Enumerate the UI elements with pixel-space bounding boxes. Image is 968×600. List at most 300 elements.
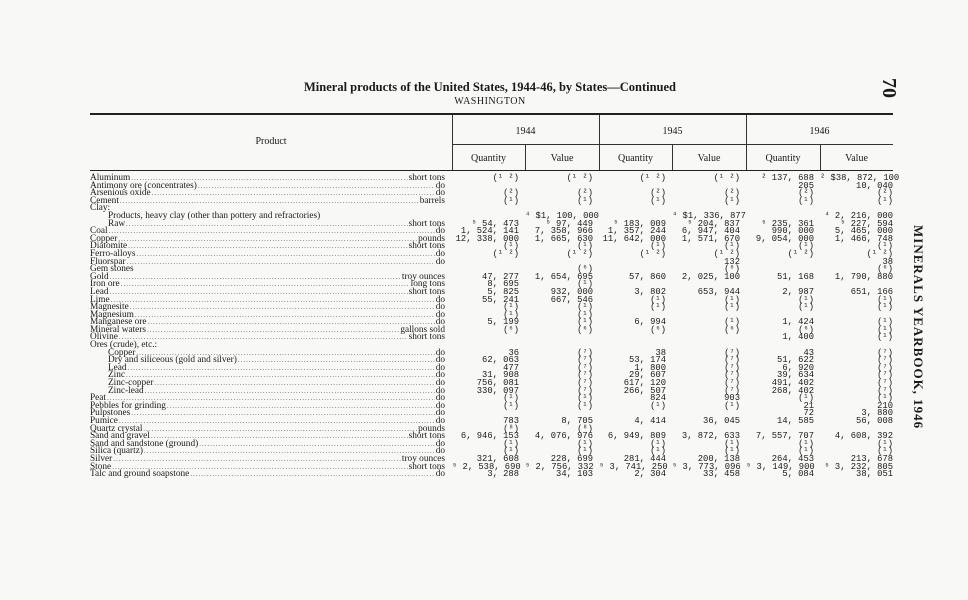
table-cell: 57, 860	[629, 271, 666, 282]
table-cell	[599, 205, 666, 213]
table-cell: 10, 040	[856, 180, 893, 191]
table-cell: (¹)	[577, 438, 593, 449]
table-cell: (¹)	[724, 195, 740, 206]
table-cell: (⁶)	[798, 324, 814, 335]
table-cell: (⁷)	[877, 362, 893, 373]
table-cell: 62, 063	[482, 355, 519, 366]
unit-label: do	[435, 188, 445, 199]
state-subtitle: WASHINGTON	[454, 96, 526, 107]
table-cell: 3, 802	[634, 286, 666, 297]
leader-dots	[131, 410, 434, 418]
table-cell: (¹)	[877, 195, 893, 206]
table-cell: (¹)	[798, 241, 814, 252]
table-cell: 55, 241	[482, 294, 519, 305]
table-cell	[599, 259, 666, 267]
table-cell: (⁷)	[577, 347, 593, 358]
table-cell: (¹)	[877, 294, 893, 305]
unit-label: do	[435, 416, 445, 426]
product-name: Manganese ore	[90, 317, 147, 328]
product-name: Arsenious oxide	[90, 188, 151, 199]
table-row	[90, 248, 445, 259]
table-cell: ⁴ $1, 100, 000	[525, 210, 599, 221]
table-cell: (¹)	[577, 195, 593, 206]
product-name: Coal	[90, 226, 108, 237]
table-cell: 4, 076, 976	[534, 431, 593, 442]
unit-label: do	[435, 393, 445, 404]
table-cell: (¹)	[650, 446, 666, 457]
leader-dots	[128, 365, 435, 373]
table-cell: (¹)	[650, 438, 666, 449]
product-name: Lime	[90, 294, 110, 305]
table-cell: 1, 654, 695	[534, 271, 593, 282]
table-cell: 6, 947, 404	[681, 226, 740, 237]
table-cell: 3, 872, 633	[681, 431, 740, 442]
header-bottom-rule	[90, 170, 893, 171]
table-cell: (¹ ²)	[566, 173, 593, 183]
table-cell: 1, 665, 630	[534, 233, 593, 244]
product-name: Aluminum	[90, 173, 131, 183]
table-cell: 264, 453	[771, 453, 814, 464]
table-row	[90, 228, 445, 236]
table-cell: 205	[798, 180, 814, 191]
table-cell: 8, 705	[561, 416, 593, 426]
product-name: Pulpstones	[90, 408, 131, 419]
table-cell	[746, 259, 814, 267]
table-cell: 34, 103	[556, 469, 593, 480]
table-cell: (¹)	[798, 294, 814, 305]
table-cell: (¹ ²)	[639, 248, 666, 259]
value-1944-column	[525, 173, 599, 480]
unit-label: do	[435, 355, 445, 366]
table-cell: ⁵ 204, 837	[687, 218, 740, 229]
leader-dots	[198, 183, 435, 191]
table-cell: 281, 444	[623, 453, 666, 464]
table-cell: 33, 458	[703, 469, 740, 480]
product-name: Lead	[108, 362, 127, 373]
unit-label: gallons sold	[400, 324, 445, 335]
table-cell: (¹)	[877, 332, 893, 343]
table-row	[90, 410, 445, 418]
table-cell: 6, 946, 153	[460, 431, 519, 442]
table-cell: (⁷)	[577, 370, 593, 381]
quantity-header: Quantity	[765, 153, 801, 164]
product-name: Dry and siliceous (gold and silver)	[108, 355, 237, 366]
table-cell: (¹)	[503, 400, 519, 411]
table-cell: 29, 607	[629, 370, 666, 381]
table-row	[90, 256, 445, 267]
year-header-1944: 1944	[515, 126, 536, 137]
leader-dots	[111, 297, 435, 305]
table-cell: ⁵ 3, 149, 900	[746, 461, 815, 472]
table-cell: (¹)	[503, 438, 519, 449]
table-cell: 477	[503, 362, 519, 373]
leader-dots	[145, 388, 435, 396]
table-cell: ⁵ 183, 009	[613, 218, 666, 229]
unit-label: short tons	[408, 241, 445, 252]
unit-label: pounds	[418, 423, 445, 434]
unit-label: troy ounces	[401, 453, 445, 464]
table-cell: (⁶)	[503, 324, 519, 335]
table-cell: (⁷)	[877, 385, 893, 396]
unit-label: do	[435, 385, 445, 396]
product-name: Ferro-alloys	[90, 248, 136, 259]
table-row	[90, 438, 445, 449]
unit-label: short tons	[408, 286, 445, 297]
table-cell: (¹ ²)	[566, 248, 593, 259]
table-cell: (¹)	[577, 446, 593, 457]
table-cell: (⁷)	[577, 355, 593, 366]
table-cell: (¹)	[877, 241, 893, 252]
table-cell: (⁸)	[577, 423, 593, 434]
table-cell: 932, 000	[550, 286, 593, 297]
unit-label: do	[435, 317, 445, 328]
table-cell: ⁵ 3, 741, 250	[599, 461, 668, 472]
table-cell: (¹)	[503, 302, 519, 313]
table-cell: ⁴ 2, 216, 000	[824, 210, 893, 221]
table-row	[90, 362, 445, 373]
table-cell: 14, 585	[777, 416, 814, 426]
unit-label: short tons	[408, 218, 445, 229]
table-cell: 132	[724, 256, 740, 267]
table-cell: (¹)	[650, 195, 666, 206]
table-cell: 266, 507	[623, 385, 666, 396]
unit-label: short tons	[408, 332, 445, 343]
table-cell: 2, 987	[782, 286, 814, 297]
table-cell: (²)	[724, 188, 740, 199]
leader-dots	[110, 289, 408, 297]
table-cell: 31, 908	[482, 370, 519, 381]
unit-label: do	[435, 469, 445, 480]
table-cell: (¹)	[577, 393, 593, 404]
leader-dots	[190, 471, 434, 479]
table-cell: (¹ ²)	[713, 173, 740, 183]
leader-dots	[110, 274, 401, 282]
quantity-1946-column	[746, 175, 814, 479]
table-cell: 56, 008	[856, 416, 893, 426]
table-cell: 38, 051	[856, 469, 893, 480]
unit-label: do	[435, 446, 445, 457]
table-cell: (¹)	[577, 317, 593, 328]
leader-dots	[120, 198, 419, 206]
table-row	[90, 448, 445, 456]
table-cell: 47, 277	[482, 271, 519, 282]
table-cell: 213, 678	[850, 453, 893, 464]
table-row	[90, 418, 445, 426]
table-cell: 1, 357, 244	[607, 226, 666, 237]
table-cell: (¹)	[503, 195, 519, 206]
table-cell: 667, 546	[550, 294, 593, 305]
table-cell: (¹ ²)	[492, 173, 519, 183]
table-cell	[452, 334, 519, 342]
table-row	[90, 195, 445, 206]
table-cell: ⁵ 2, 756, 332	[525, 461, 594, 472]
table-cell: 53, 174	[629, 355, 666, 366]
product-name: Gold	[90, 271, 109, 282]
table-cell: 1, 571, 670	[681, 233, 740, 244]
table-cell: ⁵ 3, 773, 096	[672, 461, 741, 472]
unit-label: do	[435, 180, 445, 191]
table-cell: 228, 699	[550, 453, 593, 464]
table-row	[90, 286, 445, 297]
table-cell: (¹)	[877, 446, 893, 457]
quantity-header: Quantity	[618, 153, 653, 164]
table-row	[90, 342, 445, 350]
table-cell: (²)	[503, 188, 519, 199]
year-header-1946: 1946	[809, 126, 830, 137]
product-name: Ores (crude), etc.:	[90, 340, 158, 351]
product-name: Peat	[90, 393, 107, 404]
table-cell: (¹ ²)	[639, 173, 666, 183]
product-name: Mineral waters	[90, 324, 147, 335]
leader-dots	[148, 319, 435, 327]
table-cell: ⁵ 97, 449	[545, 218, 593, 229]
table-cell: (²)	[650, 188, 666, 199]
table-cell	[672, 334, 740, 342]
unit-label: do	[435, 294, 445, 305]
table-cell: 6, 994	[634, 317, 666, 328]
product-name: Products, heavy clay (other than pottery and refractories)	[108, 210, 321, 221]
table-cell: 1, 524, 141	[460, 226, 519, 237]
page-number: 70	[878, 78, 900, 98]
table-cell: (¹ ²)	[713, 248, 740, 259]
table-cell: 7, 358, 966	[534, 226, 593, 237]
table-cell: (⁸)	[503, 423, 519, 434]
leader-dots	[119, 418, 435, 426]
table-cell: (¹)	[503, 393, 519, 404]
table-cell: (¹ ²)	[492, 248, 519, 259]
table-row	[90, 471, 445, 479]
product-name: Fluorspar	[90, 256, 126, 267]
table-cell: (¹)	[798, 438, 814, 449]
table-cell: (¹)	[577, 302, 593, 313]
table-cell: 11, 642, 000	[602, 233, 666, 244]
unit-label: short tons	[408, 173, 445, 183]
table-cell: (²)	[798, 188, 814, 199]
unit-label: do	[435, 226, 445, 237]
table-cell: (¹)	[798, 195, 814, 206]
table-cell: (⁷)	[724, 385, 740, 396]
table-cell: 51, 622	[777, 355, 814, 366]
table-cell: 21	[803, 400, 814, 411]
value-header: Value	[697, 153, 721, 164]
table-cell: (¹)	[798, 302, 814, 313]
table-cell: 5, 084	[782, 469, 814, 480]
unit-label: short tons	[408, 461, 445, 472]
table-cell: 43	[803, 347, 814, 358]
table-cell: 1, 790, 880	[834, 271, 893, 282]
table-row	[90, 210, 445, 221]
unit-label: barrels	[419, 195, 445, 206]
table-cell: ⁵ 2, 538, 690	[452, 461, 521, 472]
table-cell: (¹)	[577, 400, 593, 411]
table-cell: (⁶)	[577, 324, 593, 335]
table-cell: 1, 466, 748	[834, 233, 893, 244]
table-cell: (⁶)	[877, 264, 893, 275]
unit-label: long tons	[410, 279, 445, 290]
table-cell: (¹)	[877, 302, 893, 313]
table-cell: (¹)	[650, 241, 666, 252]
table-cell: 51, 168	[777, 271, 814, 282]
table-cell: 5, 825	[487, 286, 519, 297]
table-cell: 4, 608, 392	[834, 431, 893, 442]
table-cell	[452, 259, 519, 267]
table-cell: 1, 400	[782, 332, 814, 343]
table-cell: 6, 920	[782, 362, 814, 373]
table-row	[90, 304, 445, 312]
table-cell: 6, 949, 809	[607, 431, 666, 442]
table-cell: 990, 000	[771, 226, 814, 237]
table-cell: (⁶)	[724, 324, 740, 335]
table-cell: (¹)	[877, 317, 893, 328]
product-header: Product	[255, 136, 287, 147]
table-cell: (¹)	[798, 446, 814, 457]
table-cell: 8, 695	[487, 279, 519, 290]
unit-label: do	[435, 400, 445, 411]
leader-dots	[152, 190, 435, 198]
table-cell: ⁵ 54, 473	[471, 218, 519, 229]
unit-label: do	[435, 438, 445, 449]
table-cell: 5, 465, 000	[834, 226, 893, 237]
product-name: Sand and gravel	[90, 431, 150, 442]
leader-dots	[135, 312, 435, 320]
table-top-rule	[90, 113, 893, 115]
table-cell: 1, 800	[634, 362, 666, 373]
table-cell: (¹)	[877, 438, 893, 449]
table-cell: (⁷)	[724, 362, 740, 373]
table-cell: ⁵ 235, 361	[761, 218, 814, 229]
table-cell: (¹)	[503, 446, 519, 457]
product-column	[90, 175, 445, 479]
leader-dots	[154, 380, 434, 388]
table-row	[90, 243, 445, 251]
product-name: Silica (quartz)	[90, 446, 143, 457]
table-row	[90, 266, 445, 274]
table-cell: 36, 045	[703, 416, 740, 426]
table-cell: (¹)	[650, 302, 666, 313]
table-row	[90, 271, 445, 282]
table-cell: (¹ ²)	[787, 248, 814, 259]
table-cell: 9, 054, 000	[755, 233, 814, 244]
leader-dots	[143, 426, 417, 434]
product-name: Copper	[90, 233, 118, 244]
table-cell: (⁷)	[577, 378, 593, 389]
year-header-1945: 1945	[662, 126, 683, 137]
table-cell: 12, 338, 000	[455, 233, 519, 244]
table-cell: (¹)	[577, 309, 593, 320]
table-cell: ² 137, 688	[761, 173, 814, 183]
table-cell	[525, 334, 593, 342]
table-cell: (⁷)	[877, 378, 893, 389]
table-row	[90, 281, 445, 289]
table-cell: 824	[650, 393, 666, 404]
table-cell: 7, 557, 707	[755, 431, 814, 442]
table-cell: 903	[724, 393, 740, 404]
value-1946-column	[820, 173, 900, 480]
table-cell: 2, 025, 100	[681, 271, 740, 282]
table-cell: 210	[877, 400, 893, 411]
leader-dots	[118, 236, 417, 244]
table-cell: (¹)	[798, 393, 814, 404]
table-cell: (¹)	[724, 400, 740, 411]
value-1945-column	[672, 173, 746, 480]
product-name: Olivine	[90, 332, 118, 343]
table-cell: (⁷)	[877, 355, 893, 366]
table-cell: 321, 608	[476, 453, 519, 464]
table-cell: (²)	[577, 188, 593, 199]
table-cell: 783	[503, 416, 519, 426]
leader-dots	[130, 304, 435, 312]
table-row	[90, 453, 445, 464]
table-cell: ⁵ 227, 594	[840, 218, 893, 229]
table-cell: (⁷)	[724, 378, 740, 389]
table-cell: ⁴ $1, 336, 877	[672, 210, 746, 221]
table-cell: (⁷)	[577, 385, 593, 396]
leader-dots	[238, 357, 435, 365]
table-cell: 268, 402	[771, 385, 814, 396]
table-cell: 756, 081	[476, 378, 519, 389]
table-cell	[452, 205, 519, 213]
table-cell: (²)	[877, 188, 893, 199]
table-cell: 39, 634	[777, 370, 814, 381]
product-name: Copper	[108, 347, 136, 358]
table-row	[90, 324, 445, 335]
table-cell: 653, 944	[697, 286, 740, 297]
quantity-header: Quantity	[471, 153, 506, 164]
table-cell: (¹)	[724, 446, 740, 457]
table-cell: 36	[508, 347, 519, 358]
unit-label: troy ounces	[401, 271, 445, 282]
table-row	[90, 218, 445, 229]
product-name: Clay:	[90, 203, 111, 214]
product-name: Iron ore	[90, 279, 120, 290]
leader-dots	[144, 448, 435, 456]
table-cell: ⁵ 3, 232, 805	[824, 461, 893, 472]
leader-dots	[119, 334, 408, 342]
table-cell: 72	[803, 408, 814, 419]
leader-dots	[147, 327, 399, 335]
product-name: Diatomite	[90, 241, 128, 252]
product-name: Raw	[108, 218, 126, 229]
table-cell: (⁷)	[724, 370, 740, 381]
table-cell: (⁶)	[577, 264, 593, 275]
unit-label: do	[435, 408, 445, 419]
table-cell	[746, 205, 814, 213]
unit-label: do	[435, 347, 445, 358]
product-name: Talc and ground soapstone	[90, 469, 190, 480]
table-cell: 651, 166	[850, 286, 893, 297]
leader-dots	[126, 372, 435, 380]
leader-dots	[136, 251, 434, 259]
table-cell: 200, 138	[697, 453, 740, 464]
table-cell: 491, 402	[771, 378, 814, 389]
product-name: Quartz crystal	[90, 423, 143, 434]
table-row	[90, 233, 445, 244]
table-cell: 2, 304	[634, 469, 666, 480]
table-cell: (¹)	[724, 302, 740, 313]
unit-label: do	[435, 309, 445, 320]
product-name: Pebbles for grinding	[90, 400, 166, 411]
product-name: Magnesite	[90, 302, 129, 313]
table-cell: 3, 880	[861, 408, 893, 419]
product-name: Antimony ore (concentrates)	[90, 180, 197, 191]
unit-label: pounds	[418, 233, 445, 244]
table-cell: 330, 097	[476, 385, 519, 396]
table-row	[90, 190, 445, 198]
table-cell: (¹)	[724, 294, 740, 305]
table-cell: (⁷)	[577, 362, 593, 373]
table-row	[90, 385, 445, 396]
unit-label: do	[435, 370, 445, 381]
